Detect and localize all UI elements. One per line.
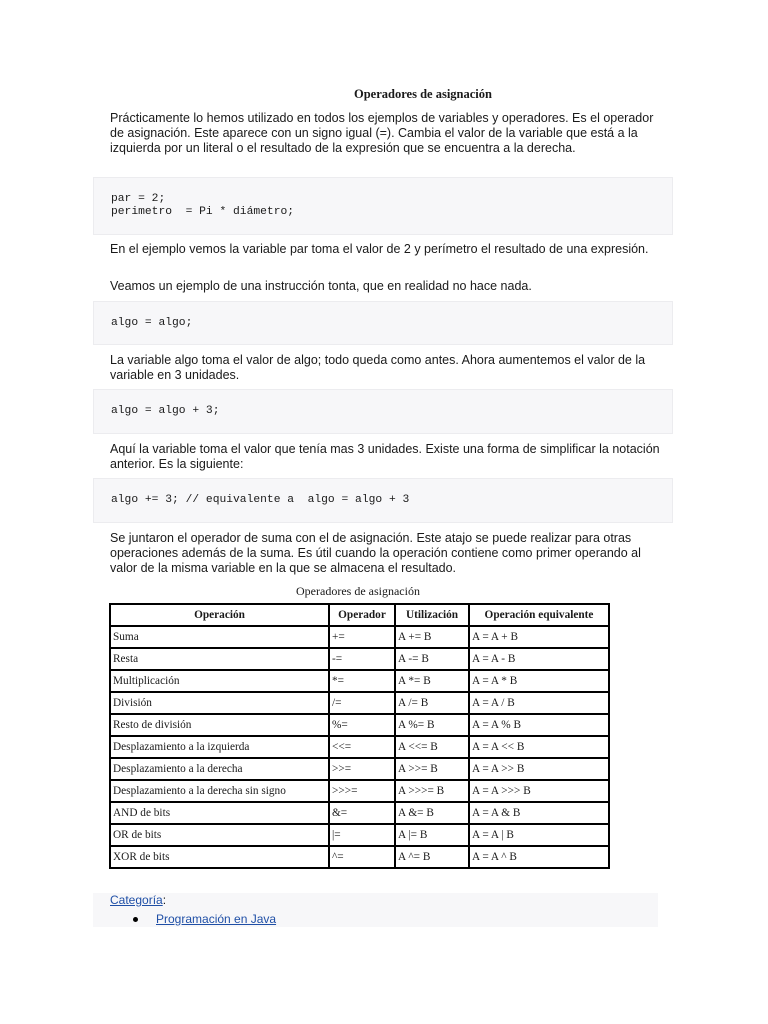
paragraph-tonta: Veamos un ejemplo de una instrucción tonta, que en realidad no hace nada. — [110, 279, 532, 293]
code-block-algo: algo = algo; — [93, 301, 673, 345]
cell-operador: /= — [329, 692, 395, 714]
table-row — [110, 670, 609, 692]
cell-equivalente: A = A / B — [469, 692, 609, 714]
cell-operador: <<= — [329, 736, 395, 758]
cell-operador: ^= — [329, 846, 395, 868]
cell-operador: >>= — [329, 758, 395, 780]
cell-operacion: Resta — [110, 648, 329, 670]
table-row — [110, 846, 609, 868]
cell-equivalente: A = A * B — [469, 670, 609, 692]
table-caption: Operadores de asignación — [296, 584, 420, 598]
cell-operacion: Desplazamiento a la izquierda — [110, 736, 329, 758]
page-title: Operadores de asignación — [354, 87, 492, 101]
cell-utilizacion: A %= B — [395, 714, 469, 736]
table-row — [110, 648, 609, 670]
cell-operador: &= — [329, 802, 395, 824]
cell-equivalente: A = A & B — [469, 802, 609, 824]
header-equivalente: Operación equivalente — [469, 604, 609, 626]
cell-operacion: XOR de bits — [110, 846, 329, 868]
cell-operacion: Multiplicación — [110, 670, 329, 692]
cell-operador: += — [329, 626, 395, 648]
cell-operacion: Suma — [110, 626, 329, 648]
paragraph-aumentemos: La variable algo toma el valor de algo; todo queda como antes. Ahora aumentemos el valor de la variable en 3 unidades. — [110, 353, 646, 382]
cell-operacion: Desplazamiento a la derecha — [110, 758, 329, 780]
cell-operador: >>>= — [329, 780, 395, 802]
cell-equivalente: A = A - B — [469, 648, 609, 670]
cell-operacion: División — [110, 692, 329, 714]
bullet-icon — [133, 917, 138, 922]
cell-operacion: OR de bits — [110, 824, 329, 846]
cell-operador: %= — [329, 714, 395, 736]
header-operador: Operador — [329, 604, 395, 626]
header-operacion: Operación — [110, 604, 329, 626]
table-row — [110, 692, 609, 714]
operators-table — [109, 603, 610, 869]
cell-equivalente: A = A | B — [469, 824, 609, 846]
cell-utilizacion: A >>= B — [395, 758, 469, 780]
table-row — [110, 824, 609, 846]
cell-utilizacion: A -= B — [395, 648, 469, 670]
cell-operador: |= — [329, 824, 395, 846]
cell-operacion: Resto de división — [110, 714, 329, 736]
table-row — [110, 758, 609, 780]
cell-operacion: Desplazamiento a la derecha sin signo — [110, 780, 329, 802]
cell-utilizacion: A += B — [395, 626, 469, 648]
category-item-link[interactable]: Programación en Java — [156, 912, 277, 926]
category-colon: : — [162, 893, 167, 907]
table-row — [110, 714, 609, 736]
cell-equivalente: A = A ^ B — [469, 846, 609, 868]
cell-utilizacion: A /= B — [395, 692, 469, 714]
category-label — [110, 893, 166, 907]
code-block-par: par = 2; perimetro = Pi * diámetro; — [93, 177, 673, 235]
paragraph-simplificar: Aquí la variable toma el valor que tenía mas 3 unidades. Existe una forma de simplificar la notación anterior. Es la siguiente: — [110, 442, 660, 471]
cell-equivalente: A = A >> B — [469, 758, 609, 780]
cell-equivalente: A = A % B — [469, 714, 609, 736]
cell-utilizacion: A &= B — [395, 802, 469, 824]
cell-operador: -= — [329, 648, 395, 670]
cell-operador: *= — [329, 670, 395, 692]
cell-equivalente: A = A >>> B — [469, 780, 609, 802]
header-utilizacion: Utilización — [395, 604, 469, 626]
cell-utilizacion: A <<= B — [395, 736, 469, 758]
table-header-row — [110, 604, 609, 626]
table-row — [110, 780, 609, 802]
cell-utilizacion: A >>>= B — [395, 780, 469, 802]
cell-utilizacion: A ^= B — [395, 846, 469, 868]
table-row — [110, 626, 609, 648]
table-row — [110, 736, 609, 758]
cell-utilizacion: A |= B — [395, 824, 469, 846]
cell-utilizacion: A *= B — [395, 670, 469, 692]
intro-paragraph: Prácticamente lo hemos utilizado en todos los ejemplos de variables y operadores. Es el operador de asignación. Este aparece con un signo igual (=). Cambia el valor de la variable que está a la izquierda por un literal o el resultado de la expresión que se encuentra a la derecha. — [110, 111, 654, 155]
cell-equivalente: A = A << B — [469, 736, 609, 758]
code-block-algo-plus: algo = algo + 3; — [93, 389, 673, 434]
paragraph-atajo: Se juntaron el operador de suma con el de asignación. Este atajo se puede realizar para otras operaciones además de la suma. Es útil cuando la operación contiene como primer operando al valor de la misma variable en la que se almacena el resultado. — [110, 531, 641, 575]
paragraph-example: En el ejemplo vemos la variable par toma el valor de 2 y perímetro el resultado de una expresión. — [110, 242, 649, 256]
category-item — [156, 912, 276, 926]
code-block-plus-equals: algo += 3; // equivalente a algo = algo + 3 — [93, 478, 673, 523]
cell-operacion: AND de bits — [110, 802, 329, 824]
category-link[interactable]: Categoría — [110, 893, 163, 907]
cell-equivalente: A = A + B — [469, 626, 609, 648]
table-row — [110, 802, 609, 824]
